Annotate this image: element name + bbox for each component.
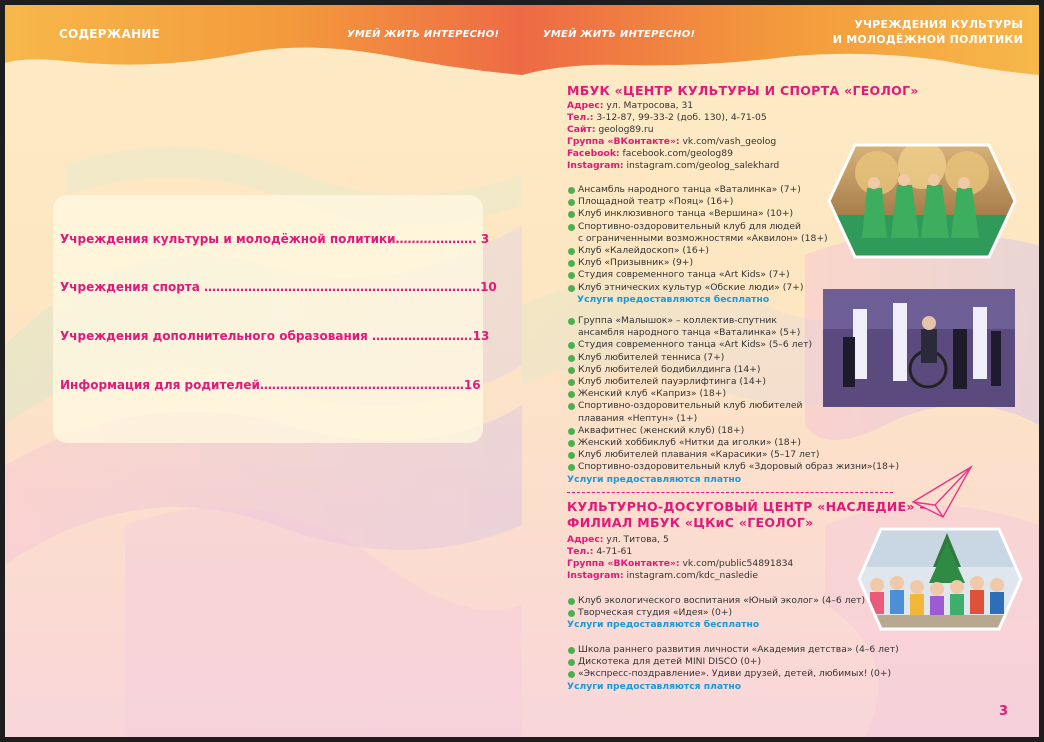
header-section-left: СОДЕРЖАНИЕ [59, 27, 160, 41]
list-item: Дискотека для детей MINI DISCO (0+) [567, 656, 899, 668]
toc-item-education[interactable] [60, 329, 489, 343]
contact-value: ул. Титова, 5 [606, 534, 669, 545]
header-slogan-right: УМЕЙ ЖИТЬ ИНТЕРЕСНО! [543, 29, 696, 40]
inclusive-dance-photo [823, 289, 1015, 407]
contact-key: Instagram: [567, 160, 624, 171]
contact-key: Группа «ВКонтакте»: [567, 136, 680, 147]
section1-free-list [567, 184, 828, 306]
toc-item-dots: …………………………………………… [259, 378, 464, 392]
section2-title-line2: ФИЛИАЛ МБУК «ЦКиС «ГЕОЛОГ» [567, 515, 814, 530]
contact-instagram [567, 570, 793, 582]
contact-key: Instagram: [567, 570, 624, 581]
contact-instagram [567, 160, 779, 172]
list-item: Школа раннего развития личности «Академия детства» (4–6 лет) [567, 644, 899, 656]
list-item: Клуб экологического воспитания «Юный эколог» (4–6 лет) [567, 595, 865, 607]
contact-value[interactable]: vk.com/vash_geolog [682, 136, 777, 147]
list-item: Творческая студия «Идея» (0+) [567, 607, 865, 619]
contact-vk [567, 136, 779, 148]
list-item: Спортивно-оздоровительный клуб «Здоровый образ жизни»(18+) [567, 461, 899, 473]
toc-item-title: Информация для родителей [60, 378, 260, 392]
header-section-right-line2: И МОЛОДЁЖНОЙ ПОЛИТИКИ [832, 33, 1023, 46]
toc-item-title: Учреждения спорта [60, 280, 200, 294]
section2-paid-list [567, 644, 899, 693]
list-item: Клуб любителей бодибилдинга (14+) [567, 364, 899, 376]
header-section-right [833, 17, 1023, 47]
section2-free-list [567, 595, 865, 632]
list-item: Группа «Малышок» – коллектив-спутник [567, 315, 899, 327]
contact-key: Тел.: [567, 546, 594, 557]
contact-value[interactable]: facebook.com/geolog89 [622, 148, 733, 159]
free-services-note: Услуги предоставляются бесплатно [577, 293, 770, 305]
contact-key: Адрес: [567, 100, 604, 111]
contact-phone [567, 546, 793, 558]
section2-title-line1: КУЛЬТУРНО-ДОСУГОВЫЙ ЦЕНТР «НАСЛЕДИЕ» – [567, 499, 926, 514]
list-item: Спортивно-оздоровительный клуб для людей [567, 221, 828, 233]
contact-vk [567, 558, 793, 570]
list-item: Студия современного танца «Art Kids» (7+) [567, 269, 828, 281]
toc-item-dots: …………………………………………………………… [199, 280, 481, 294]
toc-item-dots: ……………………. [367, 329, 473, 343]
contact-value[interactable]: geolog89.ru [598, 124, 654, 135]
toc-item-title: Учреждения культуры и молодёжной политики [60, 232, 396, 246]
toc-item-page: 16 [463, 378, 481, 392]
toc-item-page: 13 [472, 329, 490, 343]
contact-site [567, 124, 779, 136]
list-item: Площадной театр «Пояц» (16+) [567, 196, 828, 208]
list-item: Клуб любителей тенниса (7+) [567, 352, 899, 364]
page-number: 3 [999, 704, 1009, 719]
list-item: Аквафитнес (женский клуб) (18+) [567, 425, 899, 437]
list-item: Женский клуб «Каприз» (18+) [567, 388, 899, 400]
header-slogan-left: УМЕЙ ЖИТЬ ИНТЕРЕСНО! [347, 29, 500, 40]
contact-value[interactable]: instagram.com/kdc_nasledie [626, 570, 759, 581]
contact-value: 4-71-61 [596, 546, 633, 557]
contact-value: ул. Матросова, 31 [606, 100, 694, 111]
list-item: Клуб этнических культур «Обские люди» (7+) [567, 282, 828, 294]
header-section-right-line1: УЧРЕЖДЕНИЯ КУЛЬТУРЫ [854, 18, 1023, 31]
contact-value[interactable]: instagram.com/geolog_salekhard [626, 160, 780, 171]
toc-item-dots: ……….………. [395, 232, 481, 246]
children-group-photo [857, 527, 1023, 631]
list-item-continued: ансамбля народного танца «Ваталинка» (5+) [578, 327, 801, 339]
contact-key: Тел.: [567, 112, 594, 123]
contact-phone [567, 112, 779, 124]
list-item: Женский хоббиклуб «Нитки да иголки» (18+) [567, 437, 899, 449]
list-item: Клуб любителей плавания «Карасики» (5–17 лет) [567, 449, 899, 461]
contact-address [567, 534, 793, 546]
section1-title: МБУК «ЦЕНТР КУЛЬТУРЫ И СПОРТА «ГЕОЛОГ» [567, 83, 919, 98]
contact-facebook [567, 148, 779, 160]
list-item: Клуб инклюзивного танца «Вершина» (10+) [567, 208, 828, 220]
section2-contacts [567, 534, 793, 582]
list-item: «Экспресс-поздравление». Удиви друзей, детей, любимых! (0+) [567, 668, 899, 680]
list-item: Клуб любителей пауэрлифтинга (14+) [567, 376, 899, 388]
contact-key: Сайт: [567, 124, 596, 135]
toc-item-title: Учреждения дополнительного образования [60, 329, 368, 343]
contact-key: Группа «ВКонтакте»: [567, 558, 680, 569]
toc-item-page: 3 [480, 232, 490, 246]
contact-address [567, 100, 779, 112]
contact-value[interactable]: vk.com/public54891834 [682, 558, 794, 569]
toc-item-parents[interactable] [60, 378, 481, 392]
brochure-spread [5, 5, 1039, 737]
toc-item-culture[interactable] [60, 232, 489, 246]
paid-services-note: Услуги предоставляются платно [567, 680, 742, 692]
contact-key: Адрес: [567, 534, 604, 545]
toc-item-sport[interactable] [60, 280, 497, 294]
section-divider [567, 492, 893, 493]
contact-value: 3-12-87, 99-33-2 (доб. 130), 4-71-05 [596, 112, 767, 123]
list-item-continued: с ограниченными возможностями «Аквилон» (18+) [578, 232, 828, 244]
list-item-continued: плавания «Нептун» (1+) [578, 412, 698, 424]
list-item: Студия современного танца «Art Kids» (5–6 лет) [567, 339, 899, 351]
toc-item-page: 10 [480, 280, 497, 294]
contact-key: Facebook: [567, 148, 620, 159]
paid-services-note: Услуги предоставляются платно [567, 473, 742, 485]
list-item: Ансамбль народного танца «Ваталинка» (7+) [567, 184, 828, 196]
free-services-note: Услуги предоставляются бесплатно [567, 619, 760, 631]
dance-ensemble-photo [827, 143, 1017, 259]
list-item: Клуб «Призывник» (9+) [567, 257, 828, 269]
section1-contacts [567, 100, 779, 172]
list-item: Спортивно-оздоровительный клуб любителей [567, 400, 899, 412]
list-item: Клуб «Калейдоскоп» (16+) [567, 245, 828, 257]
